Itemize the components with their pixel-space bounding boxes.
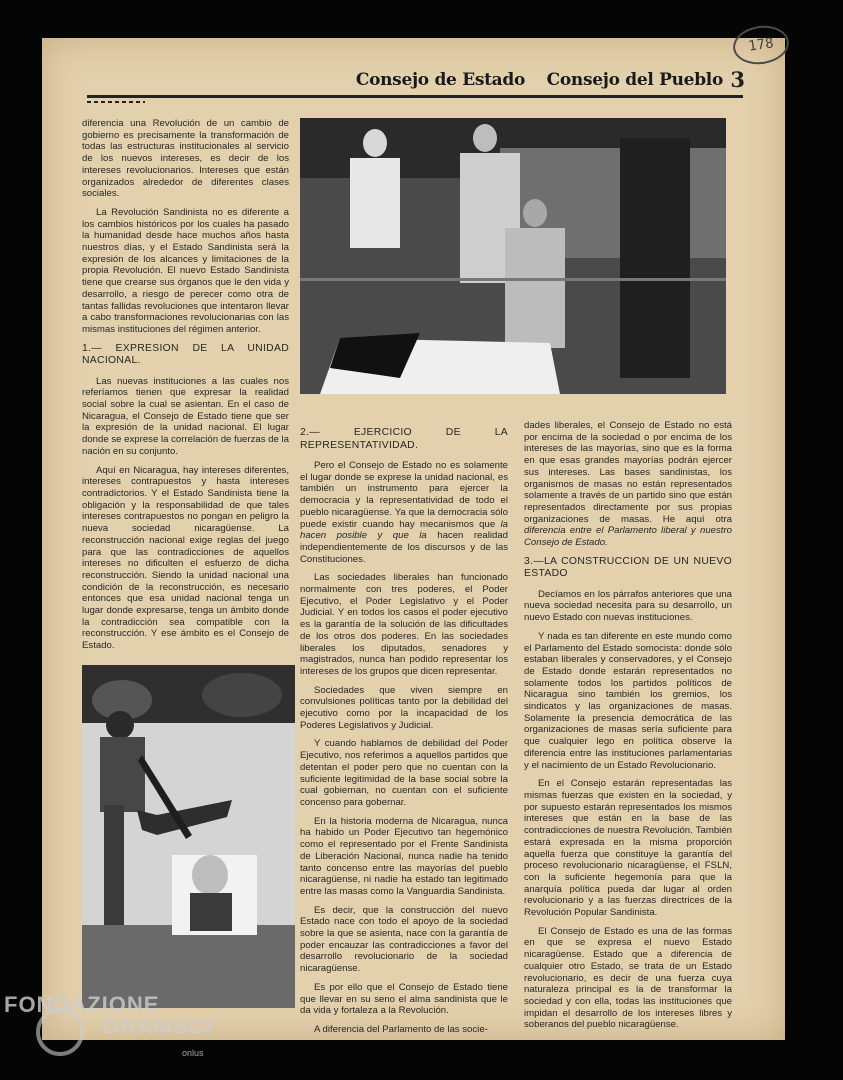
- header-rule: [87, 95, 743, 98]
- column-2: [300, 421, 508, 1043]
- column-1: [82, 118, 289, 659]
- col1-paragraph-4: Aquí en Nicaragua, hay intereses diferentes, intereses contrapuestos y hasta intereses contradictorios. Y el Estado Sandinista tiene la obligación y la responsabilidad de que tales intereses contrapuestos no pongan en peligro la nueva sociedad nicaragüense. La reconstrucción nacional exige reglas del juego para que las contradicciones de aquellos intereses no dificulten el esfuerzo de dicha reconstrucción. Siendo la unidad nacional una condición de la reconstrucción, es necesario entonces que esa unidad nacional tenga un lugar donde expresarse, tenga un ámbito donde la contradicción sea compatible con la reconstrucción. Y ese ámbito es el Consejo de Estado.: [82, 464, 289, 652]
- col2-paragraph-8: A diferencia del Parlamento de las socie-: [314, 1023, 488, 1035]
- col3-paragraph-4: En el Consejo estarán representadas las mismas fuerzas que existen en la sociedad, y por supuesto estarán representados los mismos intereses que están en la base de las contradicciones de nuestra Revolución. También estará expresada en la misma proporción aquella fuerza que constituye la garantía del proceso revolucionario nicaragüense, el FSLN, con la suficiente hegemonía para que la anarquía política pueda dar lugar al orden revolucionario y a las fuerzas directrices de la Revolución Popular Sandinista.: [524, 778, 732, 919]
- col2-paragraph-6: Es decir, que la construcción del nuevo Estado nace con todo el apoyo de la sociedad sobre la que se asienta, nace con la garantía de poder encauzar las contradicciones a favor del desarrollo revolucionario de la sociedad nicaragüense.: [300, 904, 508, 975]
- header-dashed-rule: [87, 101, 145, 103]
- newspaper-page: [42, 35, 785, 1040]
- col3-paragraph-1: [524, 420, 732, 549]
- col2-paragraph-2: Las sociedades liberales han funcionado normalmente con tres poderes, el Poder Ejecutivo, el Poder Legislativo y el Poder Judicial. Y en todos los casos el poder ejecutivo es la garantía de la solución de las dificultades de los otros dos poderes. En las sociedades liberales los diputados, senadores y magistrados, nunca han podido representar los intereses de los grupos que dicen representar.: [300, 572, 508, 677]
- col2-paragraph-1: [300, 460, 508, 565]
- col2-p1-part-a: Pero el Consejo de Estado no es solamente el lugar donde se exprese la unidad nacional, es también un instrumento para ejercer la democracia y la representatividad de todo el pueblo nicaragüense. Ya que la democracia sólo puede existir cuando hay mecanismos que: [300, 460, 508, 530]
- col1-paragraph-1: diferencia una Revolución de un cambio de gobierno es precisamente la transformación de todas las estructuras institucionales al servicio de los nuevos intereses, es decir de los intereses revolucionarios. Intereses que están organizados alrededor de diferentes clases sociales.: [82, 118, 289, 200]
- photo-ceremony: [300, 118, 726, 394]
- watermark-line-2: GRAMSCI: [102, 1014, 213, 1039]
- archive-stamp: 178: [731, 22, 792, 67]
- header-title-left: Consejo de Estado: [355, 70, 526, 90]
- section-heading-2: 2.— EJERCICIO DE LA REPRESENTATIVIDAD.: [300, 427, 508, 451]
- col2-p1-italic: la hacen posible y que la: [300, 518, 508, 542]
- photo-ceremony-image: [300, 118, 726, 394]
- col3-paragraph-5: El Consejo de Estado es una de las formas en que se expresa el nuevo Estado nicaragüense. Estado que a diferencia de cualquier otro Estado, se trata de un Estado revolucionario, es decir de una fuerza cuya naturaleza principal es la de transformar la sociedad y con ella, todas las instituciones que impidan el desarrollo de los intereses libres y soberanos del pueblo nicaragüense.: [524, 925, 732, 1031]
- col2-p1-part-c: hacen realidad independientemente de los discursos y de las Constituciones.: [300, 530, 508, 565]
- col3-paragraph-2: Decíamos en los párrafos anteriores que una nueva sociedad necesita para su desarrollo, un nuevo Estado con nuevas instituciones.: [524, 588, 732, 624]
- col3-p1-part-a: dades liberales, el Consejo de Estado no está por encima de la sociedad o por encima de los intereses de las mayorías, sino que es la forma en que esas grandes mayorías podrán ejercer sus intereses. Las bases sandinistas, los organismos de masas no están representados solamente a través de un partido sino que están representados directamente por sus propias organizaciones de masas. He aquí otra: [524, 420, 732, 525]
- section-heading-3: 3.—LA CONSTRUCCION DE UN NUEVO ESTADO: [524, 555, 732, 580]
- fondazione-gramsci-watermark: [4, 988, 254, 1068]
- column-3: [524, 420, 732, 1038]
- watermark-line-3: onlus: [182, 1048, 204, 1058]
- col2-paragraph-3: Sociedades que viven siempre en convulsiones políticas tanto por la debilidad del ejecutivo como por la incapacidad de los Poderes Legislativos y Judicial.: [300, 684, 508, 731]
- col2-paragraph-5: En la historia moderna de Nicaragua, nunca ha habido un Poder Ejecutivo tan hegemónico como el representado por el Frente Sandinista de Liberación Nacional, nunca nadie ha tenido tanto concenso entre las mayorías del pueblo nicaragüense, ni nadie ha estado tan legitimado entre las masas como la Vanguardia Sandinista.: [300, 815, 508, 897]
- col1-paragraph-3: Las nuevas instituciones a las cuales nos referíamos tienen que expresar la realidad social sobre la cual se asientan. En el caso de Nicaragua, el Consejo de Estado tiene que ser la expresión de la unidad nacional. El lugar donde se exprese la correlación de fuerzas de la nación en su conjunto.: [82, 375, 289, 457]
- photo-soldier-image: [82, 665, 295, 1008]
- section-heading-1: 1.— EXPRESION DE LA UNIDAD NACIONAL.: [82, 342, 289, 367]
- col1-paragraph-2: La Revolución Sandinista no es diferente a los cambios históricos por los cuales ha pasado la humanidad desde hace muchos años hasta nuestros días, y el Estado Sandinista será la expresión de los alcances y limitaciones de la propia Revolución. El nuevo Estado Sandinista tiene que crearse sus órganos que le den vida y desarrollo, a riesgo de perecer como otra de tantas fallidas revoluciones que intentaron llevar a cabo transformaciones revolucionarias con las mismas instituciones del régimen anterior.: [82, 206, 289, 335]
- col3-paragraph-3: Y nada es tan diferente en este mundo como el Parlamento del Estado somocista: donde sólo estaban liberales y conservadores, y el Consejo de Estado donde estarán representados no solamente todos los partidos políticos de Nicaragua sino también los gremios, los sindicatos y las organizaciones de masas. Solamente la presencia democrática de las organizaciones de masas sería suficiente para que cualquier lego en política observe la diferencia entre las instituciones parlamentarias y el nacimiento de un Estado Revolucionario.: [524, 630, 732, 771]
- header-titles: [340, 70, 723, 90]
- photo-soldier: [82, 665, 295, 1008]
- col2-paragraph-4: Y cuando hablamos de debilidad del Poder Ejecutivo, nos referimos a aquellos partidos que detentan el poder pero que no cuentan con la suficiente legitimidad de la base social sobre la cual gobiernan, no cuentan con el suficiente concenso para gobernar.: [300, 738, 508, 808]
- header-title-right: Consejo del Pueblo: [546, 70, 723, 90]
- page-number: 3: [730, 67, 745, 92]
- watermark-line-1: FONDAZIONE: [4, 992, 160, 1017]
- col2-paragraph-7: Es por ello que el Consejo de Estado tiene que llevar en su seno el alma sandinista que le da vida y fortaleza a la Revolución.: [300, 981, 508, 1017]
- col3-p1-italic: diferencia entre el Parlamento liberal y nuestro Consejo de Estado.: [524, 525, 732, 549]
